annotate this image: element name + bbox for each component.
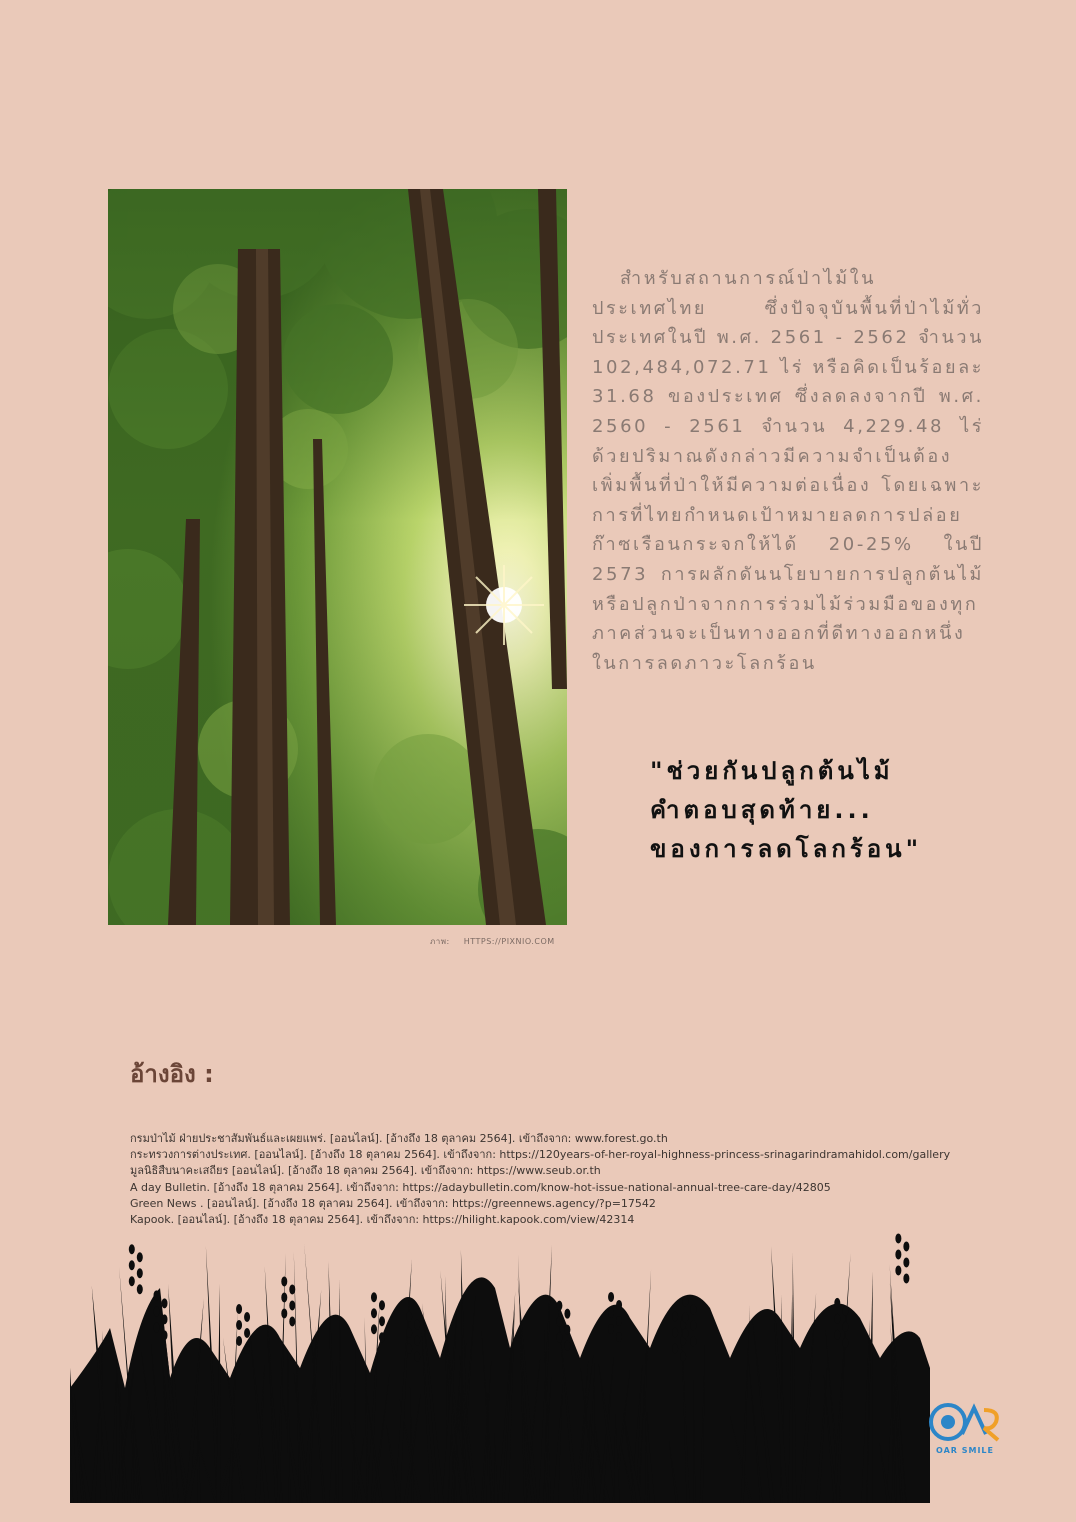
reference-item: A day Bulletin. [อ้างถึง 18 ตุลาคม 2564]. เข้าถึงจาก: https://adaybulletin.com/know-hot-issue-national-annual-tree-care-day/42805 — [130, 1180, 831, 1194]
logo-text: OAR SMILE — [936, 1446, 994, 1455]
article-paragraph: สำหรับสถานการณ์ป่าไม้ในประเทศไทย ซึ่งปัจจุบันพื้นที่ป่าไม้ทั่วประเทศในปี พ.ศ. 2561 - 2562 จำนวน 102,484,072.71 ไร่ หรือคิดเป็นร้อยละ 31.68 ของประเทศ ซึ่งลดลงจากปี พ.ศ. 2560 - 2561 จำนวน 4,229.48 ไร่ ด้วยปริมาณดังกล่าวมีความจำเป็นต้องเพิ่มพื้นที่ป่าให้มีความต่อเนื่อง โดยเฉพาะการที่ไทยกำหนดเป้าหมายลดการปล่อยก๊าซเรือนกระจกให้ได้ 20-25% ในปี 2573 การผลักดันนโยบายการปลูกต้นไม้หรือปลูกป่าจากการร่วมไม้ร่วมมือของทุกภาคส่วนจะเป็นทางออกที่ดีทางออกหนึ่งในการลดภาวะโลกร้อน — [592, 268, 984, 674]
pull-quote — [650, 752, 980, 869]
logo-mark-icon — [926, 1400, 1004, 1444]
photo-credit-url: HTTPS://PIXNIO.COM — [463, 937, 555, 946]
grass-silhouette — [70, 1228, 930, 1503]
reference-item: Green News . [ออนไลน์]. [อ้างถึง 18 ตุลาคม 2564]. เข้าถึงจาก: https://greennews.agency/?p=17542 — [130, 1196, 656, 1210]
reference-item: มูลนิธิสืบนาคะเสถียร [ออนไลน์]. [อ้างถึง 18 ตุลาคม 2564]. เข้าถึงจาก: https://www.seub.or.th — [130, 1164, 601, 1178]
quote-line-1: "ช่วยกันปลูกต้นไม้ — [650, 757, 894, 785]
reference-item: Kapook. [ออนไลน์]. [อ้างถึง 18 ตุลาคม 2564]. เข้าถึงจาก: https://hilight.kapook.com/view/42314 — [130, 1213, 635, 1227]
photo-credit — [430, 935, 570, 948]
forest-photo — [108, 189, 567, 925]
references-heading: อ้างอิง : — [130, 1060, 214, 1088]
references-list — [130, 1131, 1010, 1228]
quote-line-3: ของการลดโลกร้อน" — [650, 835, 923, 863]
quote-line-2: คำตอบสุดท้าย... — [650, 796, 874, 824]
photo-credit-label: ภาพ: — [430, 937, 450, 946]
reference-item: กระทรวงการต่างประเทศ. [ออนไลน์]. [อ้างถึง 18 ตุลาคม 2564]. เข้าถึงจาก: https://120years-of-her-royal-highness-princess-srinagarindramahidol.com/gallery — [130, 1148, 951, 1162]
oar-smile-logo — [926, 1400, 1004, 1460]
reference-item: กรมป่าไม้ ฝ่ายประชาสัมพันธ์และเผยแพร่. [ออนไลน์]. [อ้างถึง 18 ตุลาคม 2564]. เข้าถึงจาก: www.forest.go.th — [130, 1132, 668, 1145]
